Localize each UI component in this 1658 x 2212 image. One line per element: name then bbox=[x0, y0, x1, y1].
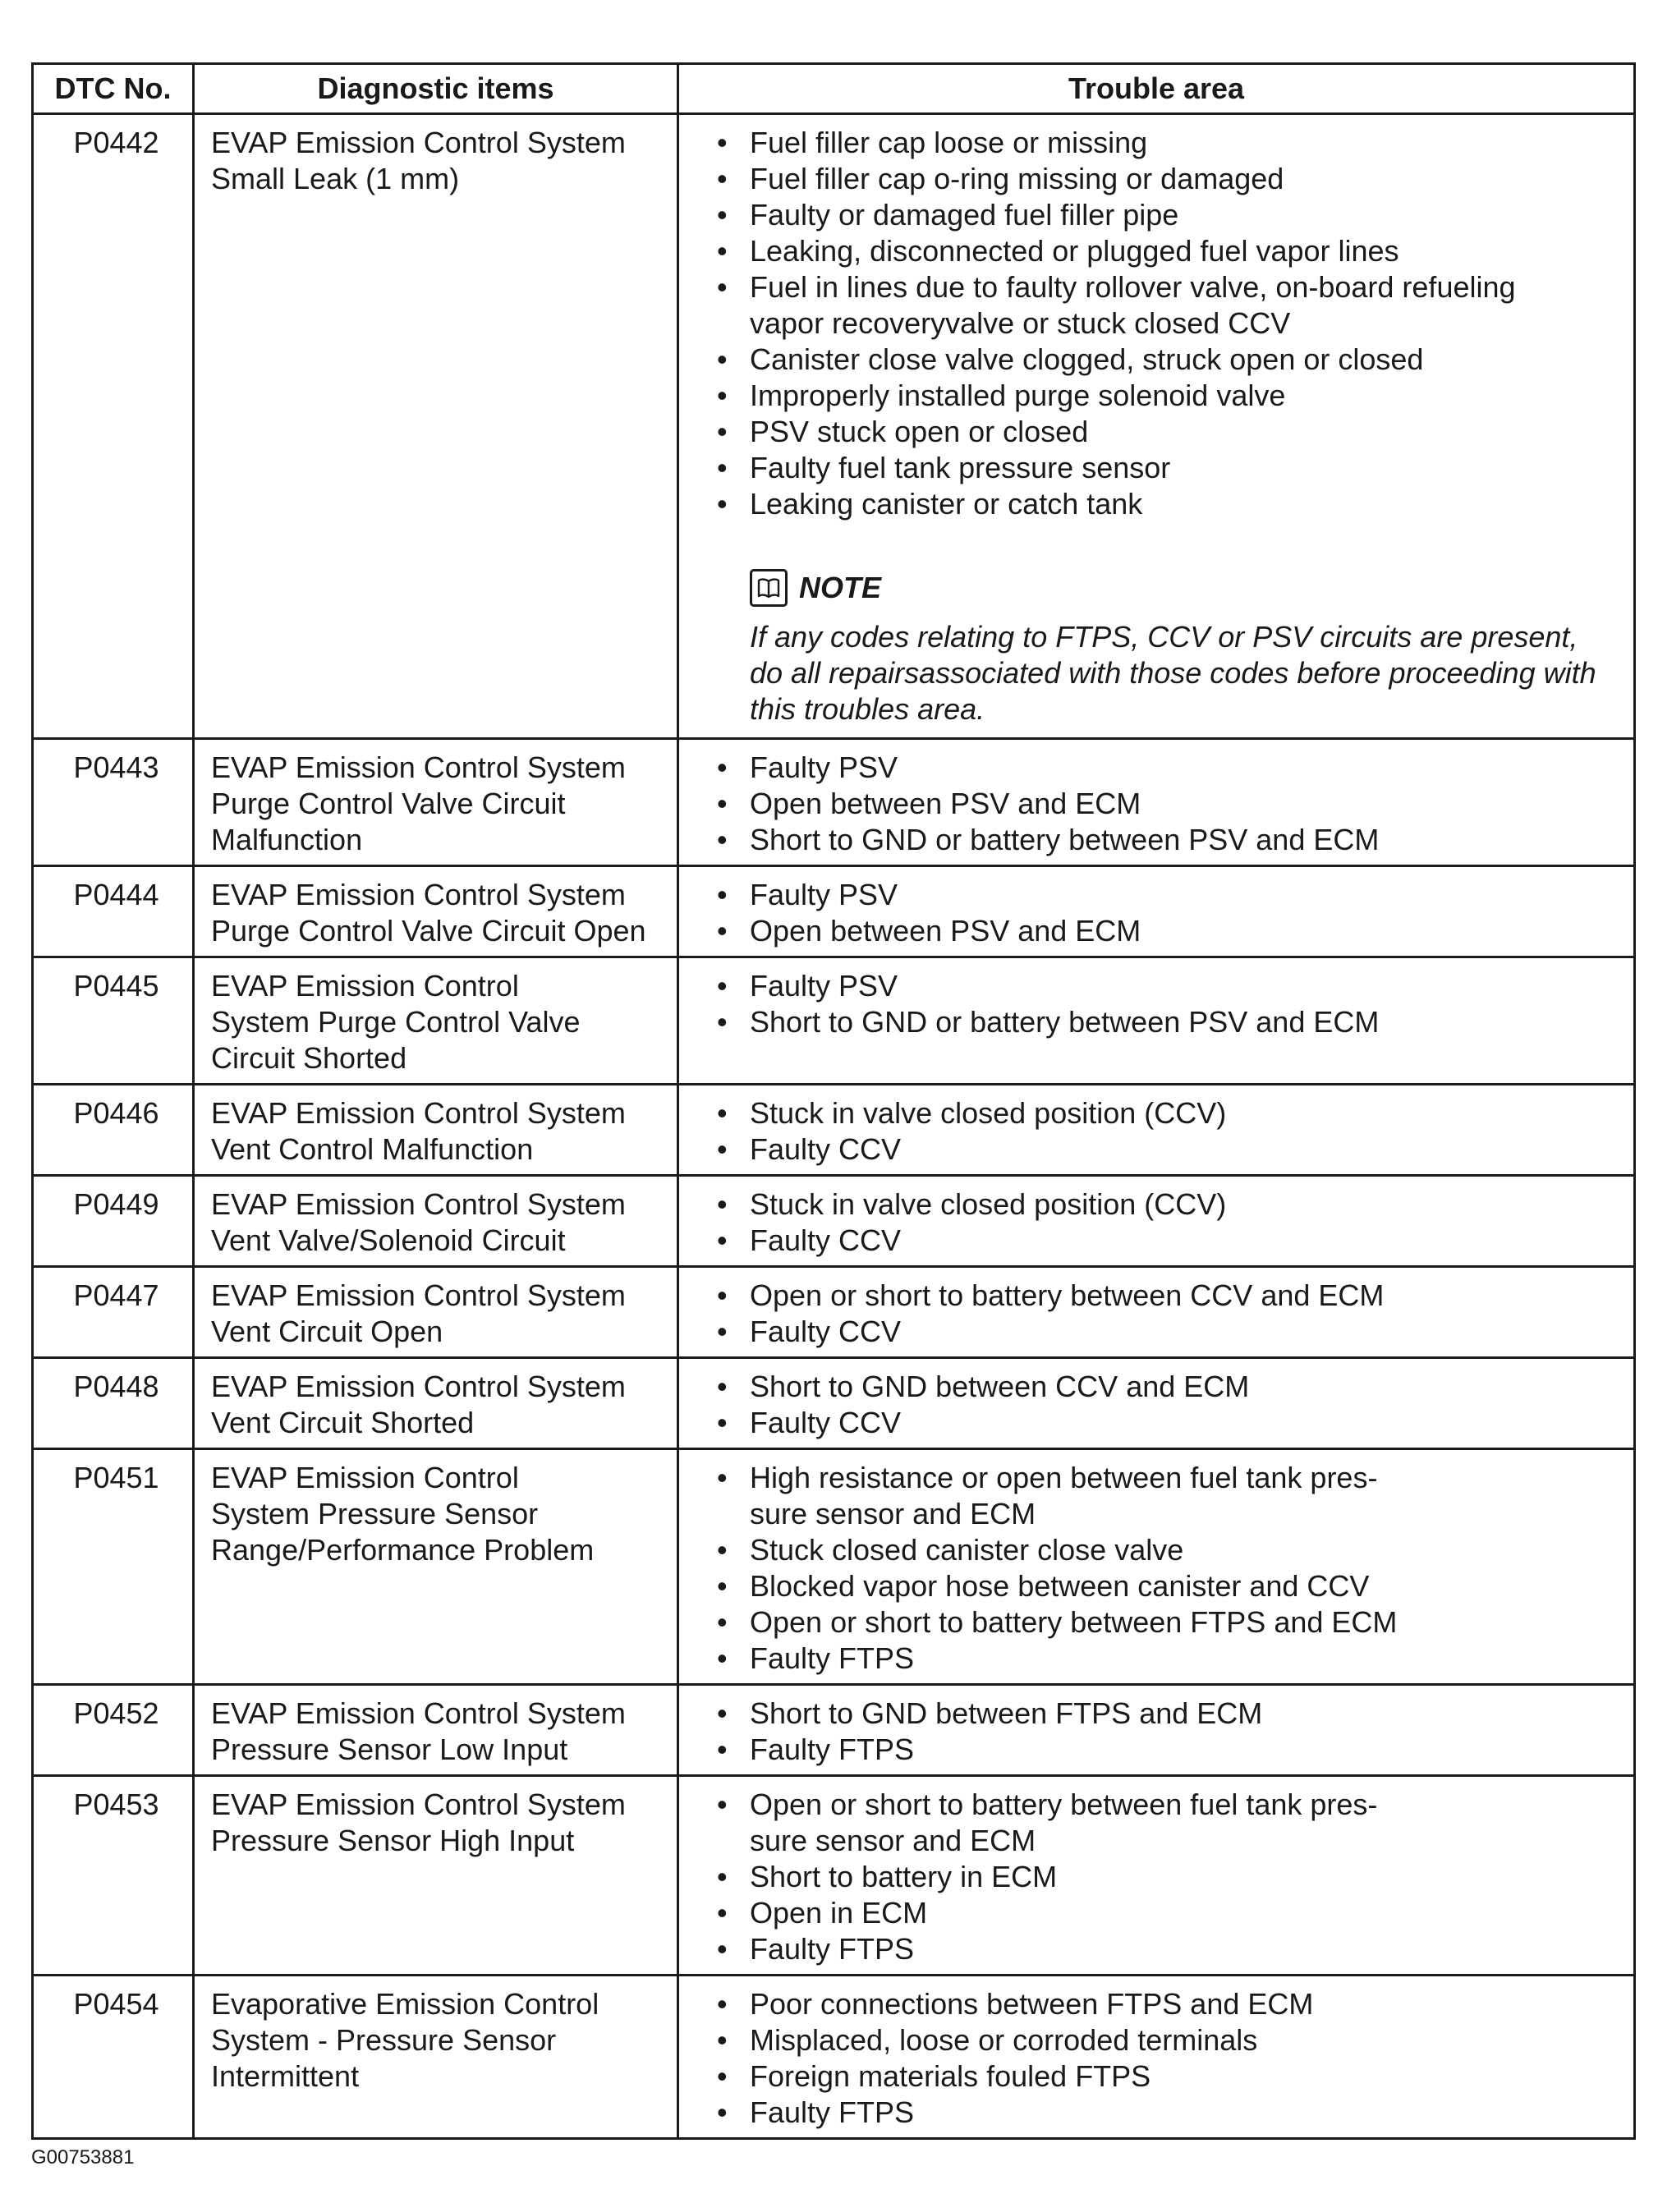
trouble-list bbox=[696, 1278, 1624, 1350]
trouble-list bbox=[696, 877, 1624, 949]
note-label: NOTE bbox=[799, 571, 882, 604]
note-text bbox=[750, 619, 1624, 727]
trouble-area bbox=[678, 1085, 1635, 1176]
dtc-code: P0453 bbox=[33, 1776, 194, 1976]
trouble-area bbox=[678, 866, 1635, 957]
trouble-item-line: • Open or short to battery between FTPS and ECM bbox=[750, 1605, 1398, 1639]
trouble-list bbox=[696, 1186, 1624, 1259]
diagnostic-item-line: Pressure Sensor High Input bbox=[211, 1824, 575, 1857]
dtc-code: P0447 bbox=[33, 1267, 194, 1358]
trouble-area bbox=[678, 114, 1635, 739]
trouble-item bbox=[717, 197, 1624, 233]
trouble-item-line: • Poor connections between FTPS and ECM bbox=[750, 1987, 1314, 2021]
header-row bbox=[33, 64, 1635, 114]
diagnostic-item bbox=[194, 866, 678, 957]
trouble-item bbox=[717, 1369, 1624, 1405]
trouble-item bbox=[717, 269, 1624, 342]
trouble-item bbox=[717, 2022, 1624, 2058]
diagnostic-item-line: Vent Circuit Open bbox=[211, 1315, 443, 1348]
trouble-item-line: • Faulty CCV bbox=[750, 1406, 902, 1439]
trouble-item-line: • Open or short to battery between fuel tank pres- bbox=[750, 1787, 1378, 1821]
dtc-code: P0446 bbox=[33, 1085, 194, 1176]
trouble-item-line: sure sensor and ECM bbox=[750, 1497, 1036, 1531]
trouble-item bbox=[717, 486, 1624, 522]
trouble-item-line: • Foreign materials fouled FTPS bbox=[750, 2059, 1151, 2093]
dtc-code: P0442 bbox=[33, 114, 194, 739]
trouble-item bbox=[717, 786, 1624, 822]
diagnostic-item bbox=[194, 1449, 678, 1685]
trouble-item bbox=[717, 1186, 1624, 1223]
trouble-list bbox=[696, 968, 1624, 1040]
diagnostic-item-line: EVAP Emission Control System bbox=[211, 878, 626, 911]
diagnostic-item bbox=[194, 1085, 678, 1176]
trouble-item-line: • Leaking canister or catch tank bbox=[750, 487, 1143, 521]
diagnostic-item-line: EVAP Emission Control System bbox=[211, 126, 626, 159]
trouble-area bbox=[678, 957, 1635, 1085]
trouble-list bbox=[696, 750, 1624, 858]
trouble-item-line: • Fuel filler cap loose or missing bbox=[750, 126, 1148, 159]
table-row bbox=[33, 957, 1635, 1085]
trouble-item bbox=[717, 1223, 1624, 1259]
trouble-item-line: • High resistance or open between fuel tank pres- bbox=[750, 1461, 1378, 1494]
trouble-item-line: • Short to GND between CCV and ECM bbox=[750, 1370, 1250, 1403]
diagnostic-item-line: EVAP Emission Control bbox=[211, 969, 519, 1003]
trouble-area bbox=[678, 1358, 1635, 1449]
table-row bbox=[33, 1176, 1635, 1267]
table-row bbox=[33, 739, 1635, 866]
trouble-item-line: • Leaking, disconnected or plugged fuel vapor lines bbox=[750, 234, 1399, 268]
figure-id: G00753881 bbox=[31, 2146, 135, 2168]
book-icon bbox=[750, 569, 788, 607]
trouble-list bbox=[696, 1369, 1624, 1441]
trouble-item-line: • Open between PSV and ECM bbox=[750, 914, 1141, 948]
trouble-item bbox=[717, 877, 1624, 913]
diagnostic-item bbox=[194, 1776, 678, 1976]
trouble-item bbox=[717, 450, 1624, 486]
trouble-area bbox=[678, 1776, 1635, 1976]
table-row bbox=[33, 1976, 1635, 2139]
trouble-item bbox=[717, 1859, 1624, 1895]
diagnostic-item-line: Purge Control Valve Circuit Open bbox=[211, 914, 646, 948]
trouble-item-line: • Fuel filler cap o-ring missing or damaged bbox=[750, 162, 1284, 195]
trouble-item-line: • Blocked vapor hose between canister and CCV bbox=[750, 1569, 1370, 1603]
trouble-item-line: • Faulty CCV bbox=[750, 1132, 902, 1166]
trouble-item bbox=[717, 414, 1624, 450]
diagnostic-item-line: Malfunction bbox=[211, 823, 363, 856]
dtc-code: P0444 bbox=[33, 866, 194, 957]
trouble-item bbox=[717, 1696, 1624, 1732]
trouble-item-line: • Faulty FTPS bbox=[750, 1641, 915, 1675]
note-header bbox=[750, 565, 1624, 611]
trouble-item-line: • Faulty FTPS bbox=[750, 1732, 915, 1766]
diagnostic-item bbox=[194, 114, 678, 739]
table-row bbox=[33, 114, 1635, 739]
dtc-code: P0449 bbox=[33, 1176, 194, 1267]
diagnostic-item-line: Intermittent bbox=[211, 2059, 360, 2093]
table-body bbox=[33, 114, 1635, 2139]
diagnostic-item bbox=[194, 1976, 678, 2139]
trouble-item-line: • Open in ECM bbox=[750, 1896, 928, 1930]
dtc-code: P0443 bbox=[33, 739, 194, 866]
diagnostic-item bbox=[194, 1267, 678, 1358]
diagnostic-item bbox=[194, 739, 678, 866]
trouble-area bbox=[678, 1176, 1635, 1267]
trouble-area bbox=[678, 1976, 1635, 2139]
table-row bbox=[33, 1449, 1635, 1685]
table-row bbox=[33, 1776, 1635, 1976]
diagnostic-item-line: EVAP Emission Control System bbox=[211, 1787, 626, 1821]
trouble-item-line: • Faulty or damaged fuel filler pipe bbox=[750, 198, 1179, 232]
trouble-item-line: • Faulty CCV bbox=[750, 1315, 902, 1348]
trouble-item bbox=[717, 1460, 1624, 1532]
diagnostic-item-line: Vent Circuit Shorted bbox=[211, 1406, 475, 1439]
trouble-item bbox=[717, 1314, 1624, 1350]
diagnostic-item-line: EVAP Emission Control System bbox=[211, 750, 626, 784]
trouble-item bbox=[717, 378, 1624, 414]
diagnostic-item-line: EVAP Emission Control bbox=[211, 1461, 519, 1494]
note-text-line: do all repairsassociated with those codes before proceeding with bbox=[750, 656, 1596, 690]
table-row bbox=[33, 1085, 1635, 1176]
trouble-item-line: • Faulty PSV bbox=[750, 969, 898, 1003]
trouble-item-line: • Faulty CCV bbox=[750, 1223, 902, 1257]
trouble-item bbox=[717, 2058, 1624, 2095]
diagnostic-item-line: EVAP Emission Control System bbox=[211, 1187, 626, 1221]
trouble-item-line: • PSV stuck open or closed bbox=[750, 415, 1089, 448]
trouble-item-line: • Short to battery in ECM bbox=[750, 1860, 1058, 1893]
trouble-item-line: • Open or short to battery between CCV and ECM bbox=[750, 1278, 1385, 1312]
trouble-list bbox=[696, 125, 1624, 522]
trouble-item-line: • Faulty FTPS bbox=[750, 1932, 915, 1966]
diagnostic-item-line: Vent Control Malfunction bbox=[211, 1132, 534, 1166]
trouble-item-line: • Improperly installed purge solenoid valve bbox=[750, 379, 1286, 412]
trouble-item bbox=[717, 1641, 1624, 1677]
trouble-area bbox=[678, 1685, 1635, 1776]
diagnostic-item bbox=[194, 1176, 678, 1267]
trouble-item bbox=[717, 1732, 1624, 1768]
trouble-list bbox=[696, 1986, 1624, 2131]
trouble-item-line: • Faulty PSV bbox=[750, 750, 898, 784]
table-header bbox=[33, 64, 1635, 114]
trouble-item bbox=[717, 1405, 1624, 1441]
trouble-item-line: • Faulty PSV bbox=[750, 878, 898, 911]
trouble-item bbox=[717, 1131, 1624, 1168]
diagnostic-item-line: EVAP Emission Control System bbox=[211, 1278, 626, 1312]
trouble-item-line: vapor recoveryvalve or stuck closed CCV bbox=[750, 306, 1291, 340]
trouble-area bbox=[678, 1449, 1635, 1685]
header-dtc-no: DTC No. bbox=[33, 64, 194, 114]
trouble-item-line: • Open between PSV and ECM bbox=[750, 787, 1141, 820]
dtc-code: P0451 bbox=[33, 1449, 194, 1685]
diagnostic-item-line: Small Leak (1 mm) bbox=[211, 162, 460, 195]
trouble-item bbox=[717, 750, 1624, 786]
table-row bbox=[33, 1358, 1635, 1449]
trouble-area bbox=[678, 739, 1635, 866]
trouble-item-line: • Short to GND between FTPS and ECM bbox=[750, 1696, 1263, 1730]
trouble-item bbox=[717, 342, 1624, 378]
trouble-list bbox=[696, 1787, 1624, 1967]
diagnostic-item-line: Vent Valve/Solenoid Circuit bbox=[211, 1223, 566, 1257]
trouble-item-line: • Canister close valve clogged, struck open or closed bbox=[750, 342, 1424, 376]
diagnostic-item bbox=[194, 1685, 678, 1776]
trouble-list bbox=[696, 1095, 1624, 1168]
trouble-list bbox=[696, 1460, 1624, 1677]
dtc-table bbox=[31, 62, 1636, 2140]
trouble-item bbox=[717, 1568, 1624, 1604]
header-diagnostic-items: Diagnostic items bbox=[194, 64, 678, 114]
note-block bbox=[750, 565, 1624, 727]
trouble-item bbox=[717, 1004, 1624, 1040]
trouble-item bbox=[717, 125, 1624, 161]
trouble-item bbox=[717, 161, 1624, 197]
header-trouble-area: Trouble area bbox=[678, 64, 1635, 114]
diagnostic-item-line: Purge Control Valve Circuit bbox=[211, 787, 566, 820]
table-row bbox=[33, 1685, 1635, 1776]
trouble-item-line: • Fuel in lines due to faulty rollover valve, on-board refueling bbox=[750, 270, 1516, 304]
diagnostic-item bbox=[194, 957, 678, 1085]
diagnostic-item-line: EVAP Emission Control System bbox=[211, 1370, 626, 1403]
diagnostic-item-line: Evaporative Emission Control bbox=[211, 1987, 599, 2021]
trouble-item bbox=[717, 968, 1624, 1004]
diagnostic-item-line: System Pressure Sensor bbox=[211, 1497, 539, 1531]
trouble-list bbox=[696, 1696, 1624, 1768]
trouble-item bbox=[717, 822, 1624, 858]
trouble-item-line: • Stuck in valve closed position (CCV) bbox=[750, 1096, 1227, 1130]
trouble-item-line: • Misplaced, loose or corroded terminals bbox=[750, 2023, 1258, 2057]
dtc-code: P0445 bbox=[33, 957, 194, 1085]
trouble-item bbox=[717, 1604, 1624, 1641]
trouble-item bbox=[717, 1278, 1624, 1314]
trouble-item bbox=[717, 1095, 1624, 1131]
diagnostic-item-line: EVAP Emission Control System bbox=[211, 1096, 626, 1130]
dtc-code: P0454 bbox=[33, 1976, 194, 2139]
diagnostic-item-line: System Purge Control Valve bbox=[211, 1005, 581, 1039]
diagnostic-item-line: Circuit Shorted bbox=[211, 1041, 407, 1075]
trouble-item bbox=[717, 2095, 1624, 2131]
trouble-area bbox=[678, 1267, 1635, 1358]
dtc-code: P0448 bbox=[33, 1358, 194, 1449]
diagnostic-item-line: System - Pressure Sensor bbox=[211, 2023, 557, 2057]
diagnostic-item-line: EVAP Emission Control System bbox=[211, 1696, 626, 1730]
table-row bbox=[33, 1267, 1635, 1358]
trouble-item bbox=[717, 1986, 1624, 2022]
trouble-item-line: • Faulty fuel tank pressure sensor bbox=[750, 451, 1171, 484]
trouble-item-line: • Faulty FTPS bbox=[750, 2095, 915, 2129]
trouble-item-line: • Short to GND or battery between PSV and ECM bbox=[750, 1005, 1380, 1039]
table-row bbox=[33, 866, 1635, 957]
trouble-item bbox=[717, 1931, 1624, 1967]
diagnostic-item-line: Pressure Sensor Low Input bbox=[211, 1732, 568, 1766]
trouble-item-line: • Stuck in valve closed position (CCV) bbox=[750, 1187, 1227, 1221]
trouble-item bbox=[717, 1787, 1624, 1859]
trouble-item bbox=[717, 233, 1624, 269]
trouble-item bbox=[717, 1532, 1624, 1568]
trouble-item bbox=[717, 1895, 1624, 1931]
trouble-item bbox=[717, 913, 1624, 949]
trouble-item-line: • Stuck closed canister close valve bbox=[750, 1533, 1184, 1567]
note-text-line: If any codes relating to FTPS, CCV or PSV circuits are present, bbox=[750, 620, 1578, 654]
dtc-code: P0452 bbox=[33, 1685, 194, 1776]
diagnostic-item-line: Range/Performance Problem bbox=[211, 1533, 595, 1567]
trouble-item-line: sure sensor and ECM bbox=[750, 1824, 1036, 1857]
diagnostic-item bbox=[194, 1358, 678, 1449]
trouble-item-line: • Short to GND or battery between PSV and ECM bbox=[750, 823, 1380, 856]
note-text-line: this troubles area. bbox=[750, 692, 985, 726]
